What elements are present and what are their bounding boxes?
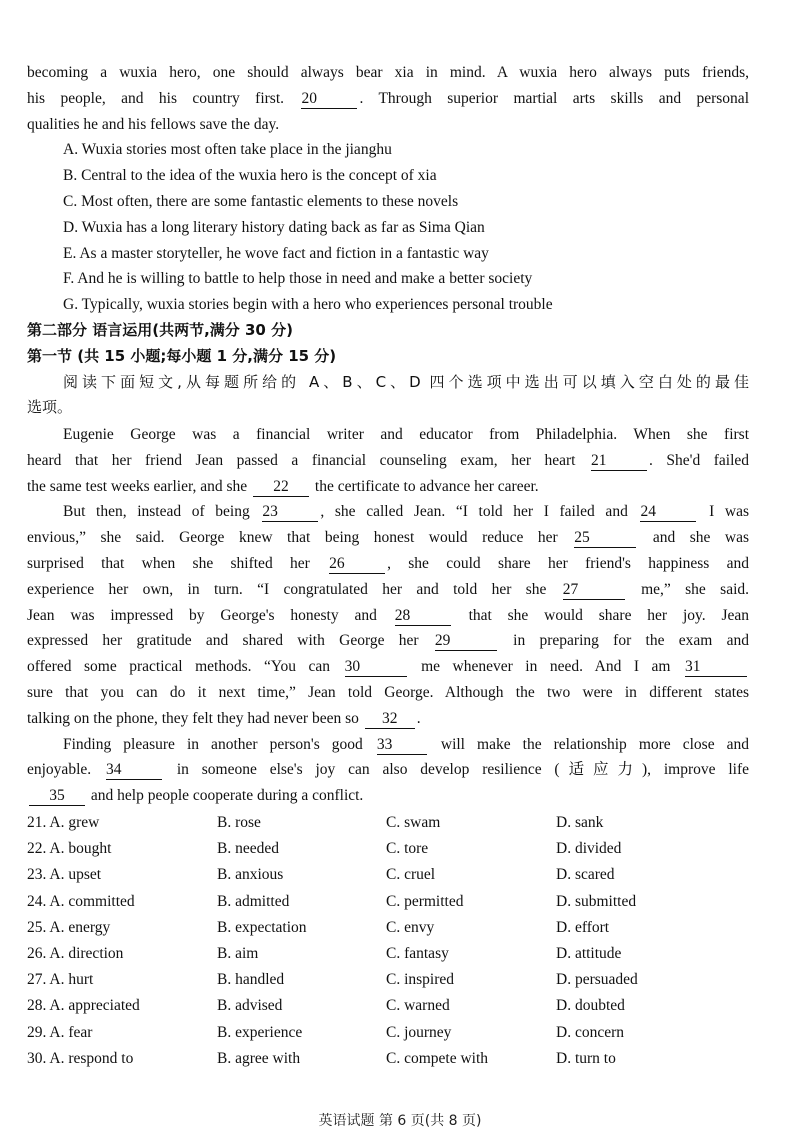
text-fragment: enjoyable.: [27, 761, 92, 779]
choice-c: C. cruel: [386, 866, 436, 884]
blank-23: 23: [262, 503, 318, 522]
text-line: [27, 86, 749, 112]
blank-31: 31: [685, 658, 747, 677]
text-fragment: envious,” she said. George knew that being honest would reduce her: [27, 529, 558, 547]
text-fragment: Jean was impressed by George's honesty and: [27, 606, 377, 624]
blank-25: 25: [574, 529, 636, 548]
choice-d: D. attitude: [556, 944, 622, 962]
page-footer: 英语试题 第 6 页(共 8 页): [318, 1113, 482, 1129]
option-g: G. Typically, wuxia stories begin with a hero who experiences personal trouble: [63, 296, 553, 314]
blank-30: 30: [345, 658, 407, 677]
text-line: [27, 577, 749, 603]
text-fragment: the same test weeks earlier, and she: [27, 477, 248, 495]
text-line: [27, 732, 749, 758]
option-e: E. As a master storyteller, he wove fact and fiction in a fantastic way: [63, 244, 489, 262]
blank-22: 22: [253, 478, 309, 497]
blank-34: 34: [106, 761, 162, 780]
blank-21: 21: [591, 452, 647, 471]
blank-26: 26: [329, 555, 385, 574]
choice-c: C. fantasy: [386, 944, 449, 962]
question-row: [27, 1046, 767, 1072]
choice-table: [27, 810, 767, 1072]
text-line: sure that you can do it next time,” Jean told George. Although the two were in different states: [27, 683, 749, 701]
choice-a: 29. A. fear: [27, 1023, 93, 1041]
text-fragment: me,” she said.: [641, 580, 749, 598]
cloze-passage: [27, 422, 749, 809]
blank-29: 29: [435, 632, 497, 651]
reading-passage-end: [27, 60, 749, 421]
choice-b: B. anxious: [217, 866, 284, 884]
part-title: 第二部分 语言运用(共两节,满分 30 分): [27, 320, 293, 339]
text-fragment: will make the relationship more close and: [440, 735, 749, 753]
question-row: [27, 1020, 767, 1046]
choice-a: 26. A. direction: [27, 944, 124, 962]
text-fragment: in preparing for the exam and: [513, 632, 749, 650]
text-fragment: I was: [709, 503, 749, 521]
choice-d: D. submitted: [556, 892, 637, 910]
choice-b: B. expectation: [217, 918, 307, 936]
text-fragment: and she was: [652, 529, 749, 547]
text-line: Eugenie George was a financial writer and educator from Philadelphia. When she first: [63, 426, 749, 443]
text-fragment: talking on the phone, they felt they had never been so: [27, 709, 359, 727]
text-fragment: the certificate to advance her career.: [314, 477, 539, 495]
blank-27: 27: [563, 581, 625, 600]
text-fragment: expressed her gratitude and shared with George her: [27, 632, 419, 650]
choice-c: C. compete with: [386, 1049, 489, 1067]
text-fragment: that she would share her joy. Jean: [468, 606, 749, 624]
question-row: [27, 836, 767, 862]
blank-33: 33: [377, 736, 427, 755]
text-line: [27, 783, 749, 809]
text-fragment: . Through superior martial arts skills and personal: [359, 89, 749, 107]
text-fragment: and help people cooperate during a conflict.: [90, 787, 364, 805]
text-line: [27, 603, 749, 629]
choice-b: B. needed: [217, 840, 279, 858]
option-b: B. Central to the idea of the wuxia hero is the concept of xia: [63, 167, 437, 185]
text-line: [27, 628, 749, 654]
text-line: [27, 525, 749, 551]
question-row: [27, 941, 767, 967]
choice-b: B. agree with: [217, 1049, 301, 1067]
choice-b: B. handled: [217, 971, 285, 989]
option-c: C. Most often, there are some fantastic elements to these novels: [63, 192, 459, 210]
choice-a: 24. A. committed: [27, 892, 135, 910]
question-row: [27, 810, 767, 836]
text-line: [27, 757, 749, 783]
question-row: [27, 862, 767, 888]
choice-d: D. sank: [556, 814, 604, 831]
text-fragment: But then, instead of being: [63, 503, 250, 521]
choice-a: 28. A. appreciated: [27, 997, 140, 1015]
blank-35: 35: [29, 787, 85, 806]
text-fragment: offered some practical methods. “You can: [27, 658, 331, 676]
choice-d: D. turn to: [556, 1049, 616, 1067]
choice-a: 27. A. hurt: [27, 971, 94, 989]
choice-d: D. effort: [556, 918, 610, 936]
blank-24: 24: [640, 503, 696, 522]
choice-a: 30. A. respond to: [27, 1049, 134, 1067]
question-row: [27, 889, 767, 915]
choice-b: B. admitted: [217, 892, 290, 910]
choice-d: D. doubted: [556, 997, 625, 1015]
question-row: [27, 967, 767, 993]
text-line: [27, 706, 749, 732]
choice-c: C. tore: [386, 840, 429, 858]
text-line: [27, 551, 749, 577]
text-fragment: in someone else's joy can also develop resilience (适应力), improve life: [176, 761, 749, 779]
choice-c: C. warned: [386, 997, 450, 1015]
text-line: [27, 654, 749, 680]
text-line: becoming a wuxia hero, one should always bear xia in mind. A wuxia hero always puts friends,: [27, 64, 749, 81]
section-title: 第一节 (共 15 小题;每小题 1 分,满分 15 分): [27, 346, 337, 365]
choice-c: C. permitted: [386, 892, 464, 910]
text-fragment: heard that her friend Jean passed a financial counseling exam, her heart: [27, 451, 576, 469]
choice-a: 22. A. bought: [27, 840, 112, 858]
choice-a: 21. A. grew: [27, 814, 100, 831]
text-fragment: experience her own, in turn. “I congratulated her and told her she: [27, 580, 547, 598]
option-a: A. Wuxia stories most often take place in the jianghu: [63, 141, 392, 159]
choice-b: B. rose: [217, 814, 261, 831]
choice-d: D. scared: [556, 866, 615, 884]
choice-a: 23. A. upset: [27, 866, 102, 884]
blank-20: 20: [301, 90, 357, 109]
option-d: D. Wuxia has a long literary history dating back as far as Sima Qian: [63, 218, 485, 236]
question-row: [27, 993, 767, 1019]
option-f: F. And he is willing to battle to help those in need and make a better society: [63, 270, 533, 288]
choice-c: C. journey: [386, 1023, 452, 1041]
text-fragment: me whenever in need. And I am: [421, 658, 671, 676]
text-fragment: , she called Jean. “I told her I failed and: [320, 503, 628, 521]
text-line: qualities he and his fellows save the day.: [27, 115, 280, 133]
text-fragment: surprised that when she shifted her: [27, 554, 310, 572]
text-fragment: .: [416, 709, 421, 727]
text-fragment: his people, and his country first.: [27, 89, 285, 107]
text-line: [27, 448, 749, 474]
question-row: [27, 915, 767, 941]
choice-c: C. inspired: [386, 971, 455, 989]
choice-d: D. concern: [556, 1023, 624, 1041]
instruction: 阅读下面短文,从每题所给的 A、B、C、D 四个选项中选出可以填入空白处的最佳: [63, 372, 749, 391]
choice-d: D. persuaded: [556, 971, 638, 989]
text-fragment: , she could share her friend's happiness and: [387, 554, 749, 572]
text-line: [27, 499, 749, 525]
choice-a: 25. A. energy: [27, 918, 111, 936]
instruction: 选项。: [27, 398, 73, 417]
choice-b: B. experience: [217, 1023, 303, 1041]
choice-c: C. envy: [386, 918, 435, 936]
text-fragment: . She'd failed: [649, 451, 749, 469]
choice-b: B. advised: [217, 997, 283, 1015]
choice-b: B. aim: [217, 944, 259, 962]
text-line: [27, 474, 749, 500]
choice-d: D. divided: [556, 840, 622, 858]
text-fragment: Finding pleasure in another person's good: [63, 735, 363, 753]
blank-28: 28: [395, 607, 451, 626]
blank-32: 32: [365, 710, 415, 729]
choice-c: C. swam: [386, 814, 441, 831]
